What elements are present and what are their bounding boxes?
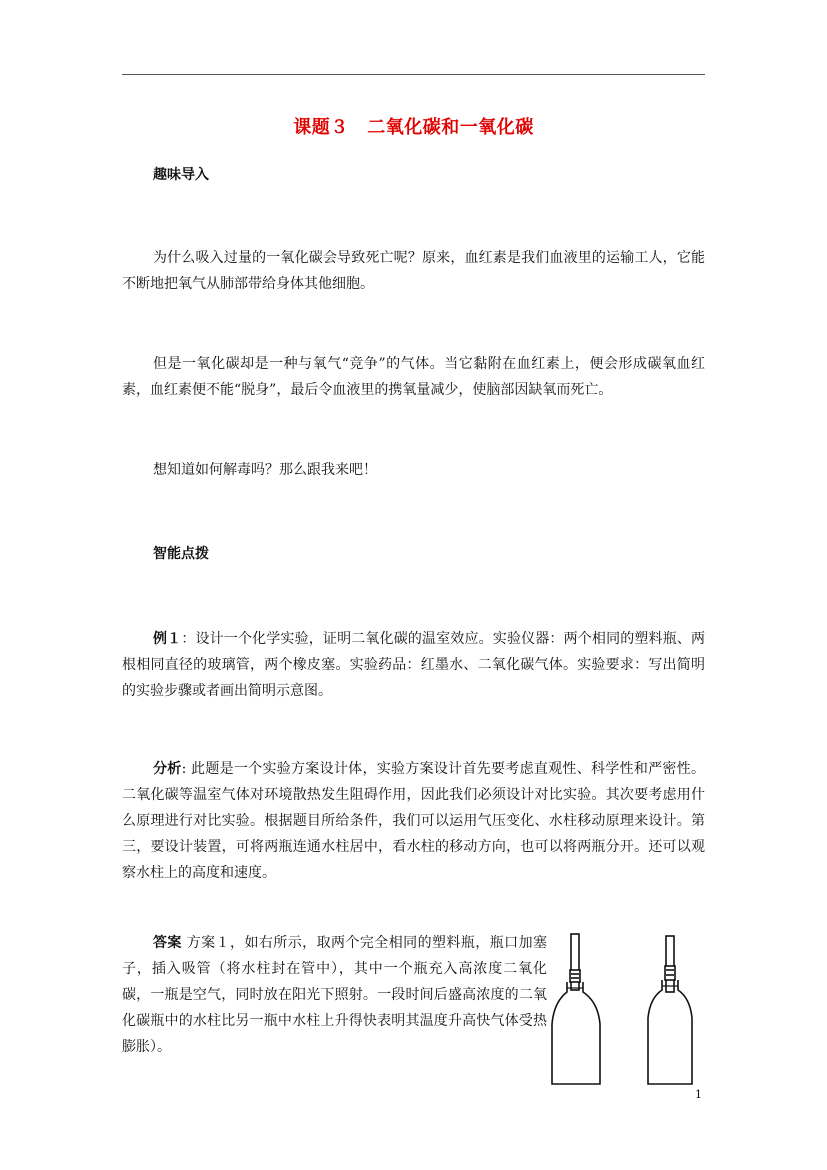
analysis-paragraph: [122, 756, 705, 886]
page-number: 1: [695, 1088, 702, 1101]
answer-text: 方案１，如右所示，取两个完全相同的塑料瓶，瓶口加塞子，插入吸管（将水柱封在管中），其中一个瓶充入高浓度二氧化碳，一瓶是空气，同时放在阳光下照射。一段时间后盛高浓度的二氧化碳瓶中的水柱比另一瓶中水柱上升得快表明其温度升高快气体受热膨胀）。: [122, 935, 547, 1055]
intro-paragraph-1: 为什么吸入过量的一氧化碳会导致死亡呢？原来，血红素是我们血液里的运输工人，它能不断地把氧气从肺部带给身体其他细胞。: [122, 250, 705, 292]
left-bottle-drawing: [552, 934, 600, 1084]
answer-label: 答案: [153, 935, 182, 951]
page-title: 课题３ 二氧化碳和一氧化碳: [293, 117, 534, 138]
example-text: ：设计一个化学实验，证明二氧化碳的温室效应。实验仪器：两个相同的塑料瓶、两根相同直径的玻璃管，两个橡皮塞。实验药品：红墨水、二氧化碳气体。实验要求：写出简明的实验步骤或者画出简明示意图。: [122, 631, 706, 699]
header-rule: [122, 74, 705, 75]
example-label: 例１: [153, 631, 182, 647]
smart-heading: 智能点拨: [153, 546, 209, 562]
example-paragraph: [122, 626, 705, 704]
right-bottle-drawing: [648, 936, 692, 1084]
intro-paragraph-3: 想知道如何解毒吗？那么跟我来吧！: [153, 462, 377, 478]
intro-heading: 趣味导入: [153, 167, 209, 183]
analysis-label: 分析: [153, 761, 182, 777]
two-bottles-figure: [540, 928, 710, 1090]
answer-paragraph: [122, 930, 547, 1060]
analysis-text: : 此题是一个实验方案设计体，实验方案设计首先要考虑直观性、科学性和严密性。二氧化碳等温室气体对环境散热发生阻碍作用，因此我们必须设计对比实验。其次要考虑用什么原理进行对比实验。根据题目所给条件，我们可以运用气压变化、水柱移动原理来设计。第三，要设计装置，可将两瓶连通水柱居中，看水柱的移动方向，也可以将两瓶分开。还可以观察水柱上的高度和速度。: [122, 761, 706, 881]
intro-paragraph-2: 但是一氧化碳却是一种与氧气“竞争”的气体。当它黏附在血红素上，便会形成碳氧血红素，血红素便不能“脱身”，最后令血液里的携氧量减少，使脑部因缺氧而死亡。: [122, 356, 705, 398]
